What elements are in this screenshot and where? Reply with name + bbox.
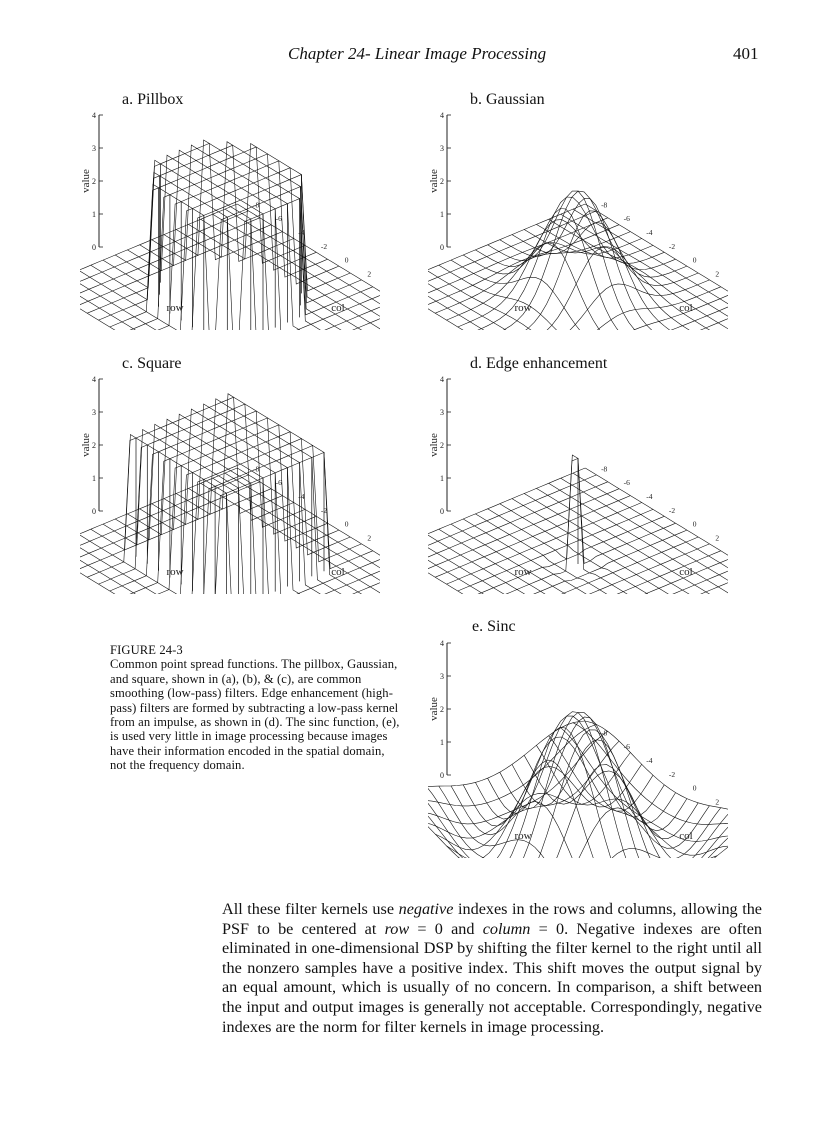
mesh-line xyxy=(585,204,728,314)
col-tick-label: -2 xyxy=(320,241,328,251)
col-axis-label: col xyxy=(331,566,345,578)
mesh-line xyxy=(585,721,728,831)
row-axis-label: row xyxy=(166,302,184,314)
col-tick-label: -6 xyxy=(623,478,630,488)
mesh-line xyxy=(428,787,607,858)
value-axis-label: value xyxy=(80,169,92,193)
mesh-line xyxy=(428,281,583,331)
mesh-line xyxy=(469,197,664,330)
mesh-line xyxy=(212,308,381,331)
mesh-line xyxy=(200,565,380,594)
col-axis-label: col xyxy=(331,302,345,314)
mesh-line xyxy=(469,716,664,858)
col-tick-label: -6 xyxy=(623,742,630,752)
mesh-line xyxy=(213,478,380,588)
panel-title-square: c. Square xyxy=(122,355,182,372)
value-tick-label: 0 xyxy=(92,243,96,252)
plot-sinc xyxy=(428,636,728,858)
mesh-line xyxy=(537,294,728,330)
mesh-line xyxy=(428,225,619,307)
value-tick-label: 0 xyxy=(440,771,444,780)
mesh-line xyxy=(237,468,380,578)
mesh-line xyxy=(463,243,644,330)
mesh-line xyxy=(435,496,630,578)
mesh-line xyxy=(573,473,728,583)
mesh-line xyxy=(213,214,380,324)
value-tick-label: 4 xyxy=(92,111,96,120)
panel-title-gaussian: b. Gaussian xyxy=(470,91,545,108)
plot-square xyxy=(80,372,380,594)
body-text-4: = 0. Negative indexes are often eliminated in one-dimensional DSP by shifting the filter kernel to the right until all the nonzero samples have a positive index. This shift moves the output signal by an equal amount, which is usually of no concern. In comparison, a shift between the input and output images is generally not acceptable. Correspondingly, negative indexes are the norm for filter kernels in image processing. xyxy=(222,919,762,1036)
col-tick-label: 0 xyxy=(692,519,697,529)
col-tick-label: 2 xyxy=(715,533,720,543)
mesh-line xyxy=(428,545,583,595)
mesh-line xyxy=(573,209,728,319)
mesh-line xyxy=(549,736,728,856)
value-tick-label: 3 xyxy=(92,144,96,153)
col-tick-label: 0 xyxy=(344,255,349,265)
body-emphasis-row: row xyxy=(384,919,410,938)
mesh-line xyxy=(561,478,728,588)
col-tick-label: -2 xyxy=(668,769,676,779)
col-tick-label: 2 xyxy=(367,269,372,279)
page-number: 401 xyxy=(733,44,759,63)
mesh-line xyxy=(428,475,597,557)
mesh-line xyxy=(428,286,571,330)
mesh-line xyxy=(500,504,681,594)
col-tick-label: -4 xyxy=(646,492,653,501)
col-tick-label: 0 xyxy=(692,255,697,265)
mesh-line xyxy=(548,301,728,330)
mesh-line xyxy=(80,281,235,331)
value-tick-label: 1 xyxy=(92,474,96,483)
figure-caption xyxy=(110,643,400,773)
body-paragraph xyxy=(222,900,762,1037)
mesh-line xyxy=(548,814,728,858)
mesh-line xyxy=(87,143,282,313)
value-tick-label: 3 xyxy=(440,672,444,681)
value-tick-label: 4 xyxy=(440,111,444,120)
col-tick-label: -2 xyxy=(668,241,676,251)
col-tick-label: -4 xyxy=(298,492,305,501)
panel-title-sinc: e. Sinc xyxy=(472,618,516,635)
col-tick-label: -4 xyxy=(646,228,653,237)
row-axis-label: row xyxy=(514,302,532,314)
mesh-line xyxy=(536,224,720,330)
mesh-line xyxy=(80,550,223,594)
col-tick-label: -6 xyxy=(623,214,630,224)
mesh-line xyxy=(536,488,720,594)
value-tick-label: 0 xyxy=(440,243,444,252)
col-tick-label: 2 xyxy=(715,269,720,279)
value-axis-label: value xyxy=(428,169,440,193)
value-tick-label: 4 xyxy=(440,375,444,384)
col-tick-label: -8 xyxy=(601,464,608,474)
col-tick-label: -2 xyxy=(668,505,676,515)
value-tick-label: 3 xyxy=(92,408,96,417)
plot-pillbox xyxy=(80,108,380,330)
body-text-2: indexes in the rows and columns, allowing the PSF to be centered at xyxy=(222,900,762,938)
value-tick-label: 3 xyxy=(440,408,444,417)
mesh-line xyxy=(428,731,608,824)
mesh-line xyxy=(548,565,728,594)
value-axis-label: value xyxy=(428,433,440,457)
col-tick-label: -8 xyxy=(253,464,260,474)
panel-title-edge: d. Edge enhancement xyxy=(470,355,608,372)
col-tick-label: -6 xyxy=(275,214,282,224)
mesh-line xyxy=(80,489,271,571)
col-tick-label: 2 xyxy=(715,797,720,807)
col-tick-label: 0 xyxy=(692,783,697,793)
figure-caption-text: Common point spread functions. The pillbox, Gaussian, and square, shown in (a), (b), & (c), are common smoothing (low-pass) filters. Edge enhancement (high-pass) filters are formed by subtracting a low-pass kernel from an impulse, as shown in (d). The sinc function, (e), is used very little in image processing because images have their information encoded in the spatial domain, not the frequency domain. xyxy=(110,657,400,773)
value-tick-label: 1 xyxy=(440,210,444,219)
value-tick-label: 1 xyxy=(440,738,444,747)
value-tick-label: 3 xyxy=(440,144,444,153)
mesh-line xyxy=(560,308,729,331)
body-text-3: = 0 and xyxy=(409,919,483,938)
mesh-line xyxy=(80,545,235,595)
mesh-line xyxy=(80,275,247,330)
row-axis-label: row xyxy=(514,830,532,842)
mesh-line xyxy=(428,489,619,571)
mesh-line xyxy=(458,509,653,591)
col-axis-label: col xyxy=(679,566,693,578)
mesh-line xyxy=(176,142,357,330)
mesh-line xyxy=(447,503,642,585)
plot-gaussian xyxy=(428,108,728,330)
value-tick-label: 0 xyxy=(440,507,444,516)
value-tick-label: 2 xyxy=(440,441,444,450)
mesh-line xyxy=(428,803,571,858)
running-header-title: Chapter 24- Linear Image Processing xyxy=(288,44,547,63)
col-tick-label: 0 xyxy=(344,519,349,529)
mesh-line xyxy=(524,230,705,331)
figure-label: FIGURE 24-3 xyxy=(110,643,183,657)
mesh-line xyxy=(573,723,728,833)
col-axis-label: col xyxy=(679,302,693,314)
body-emphasis-column: column xyxy=(482,919,531,938)
value-tick-label: 1 xyxy=(440,474,444,483)
plot-edge xyxy=(428,372,728,594)
panel-title-pillbox: a. Pillbox xyxy=(122,91,184,108)
value-tick-label: 2 xyxy=(440,177,444,186)
col-tick-label: -4 xyxy=(646,756,653,765)
mesh-line xyxy=(451,260,632,330)
mesh-line xyxy=(212,572,381,595)
col-axis-label: col xyxy=(679,830,693,842)
col-tick-label: 2 xyxy=(367,533,372,543)
body-emphasis-negative: negative xyxy=(398,900,454,918)
col-tick-label: -8 xyxy=(253,200,260,210)
value-tick-label: 0 xyxy=(92,507,96,516)
value-tick-label: 4 xyxy=(92,375,96,384)
mesh-line xyxy=(439,265,620,330)
col-tick-label: -6 xyxy=(275,478,282,488)
mesh-line xyxy=(560,821,729,858)
value-tick-label: 1 xyxy=(92,210,96,219)
mesh-line xyxy=(428,275,595,330)
surface xyxy=(80,394,380,594)
mesh-line xyxy=(428,211,597,293)
mesh-line xyxy=(503,247,698,330)
mesh-line xyxy=(80,286,223,330)
value-tick-label: 2 xyxy=(440,705,444,714)
value-tick-label: 2 xyxy=(92,441,96,450)
body-text-1: All these filter kernels use xyxy=(222,900,399,918)
value-tick-label: 2 xyxy=(92,177,96,186)
mesh-line xyxy=(80,539,247,594)
row-axis-label: row xyxy=(514,566,532,578)
value-axis-label: value xyxy=(428,697,440,721)
mesh-line xyxy=(503,537,698,594)
row-axis-label: row xyxy=(166,566,184,578)
value-tick-label: 4 xyxy=(440,639,444,648)
col-tick-label: -4 xyxy=(298,228,305,237)
value-axis-label: value xyxy=(80,433,92,457)
col-tick-label: -8 xyxy=(601,200,608,210)
col-tick-label: -2 xyxy=(320,505,328,515)
mesh-line xyxy=(524,494,705,595)
mesh-line xyxy=(435,232,630,314)
col-tick-label: -8 xyxy=(601,728,608,738)
